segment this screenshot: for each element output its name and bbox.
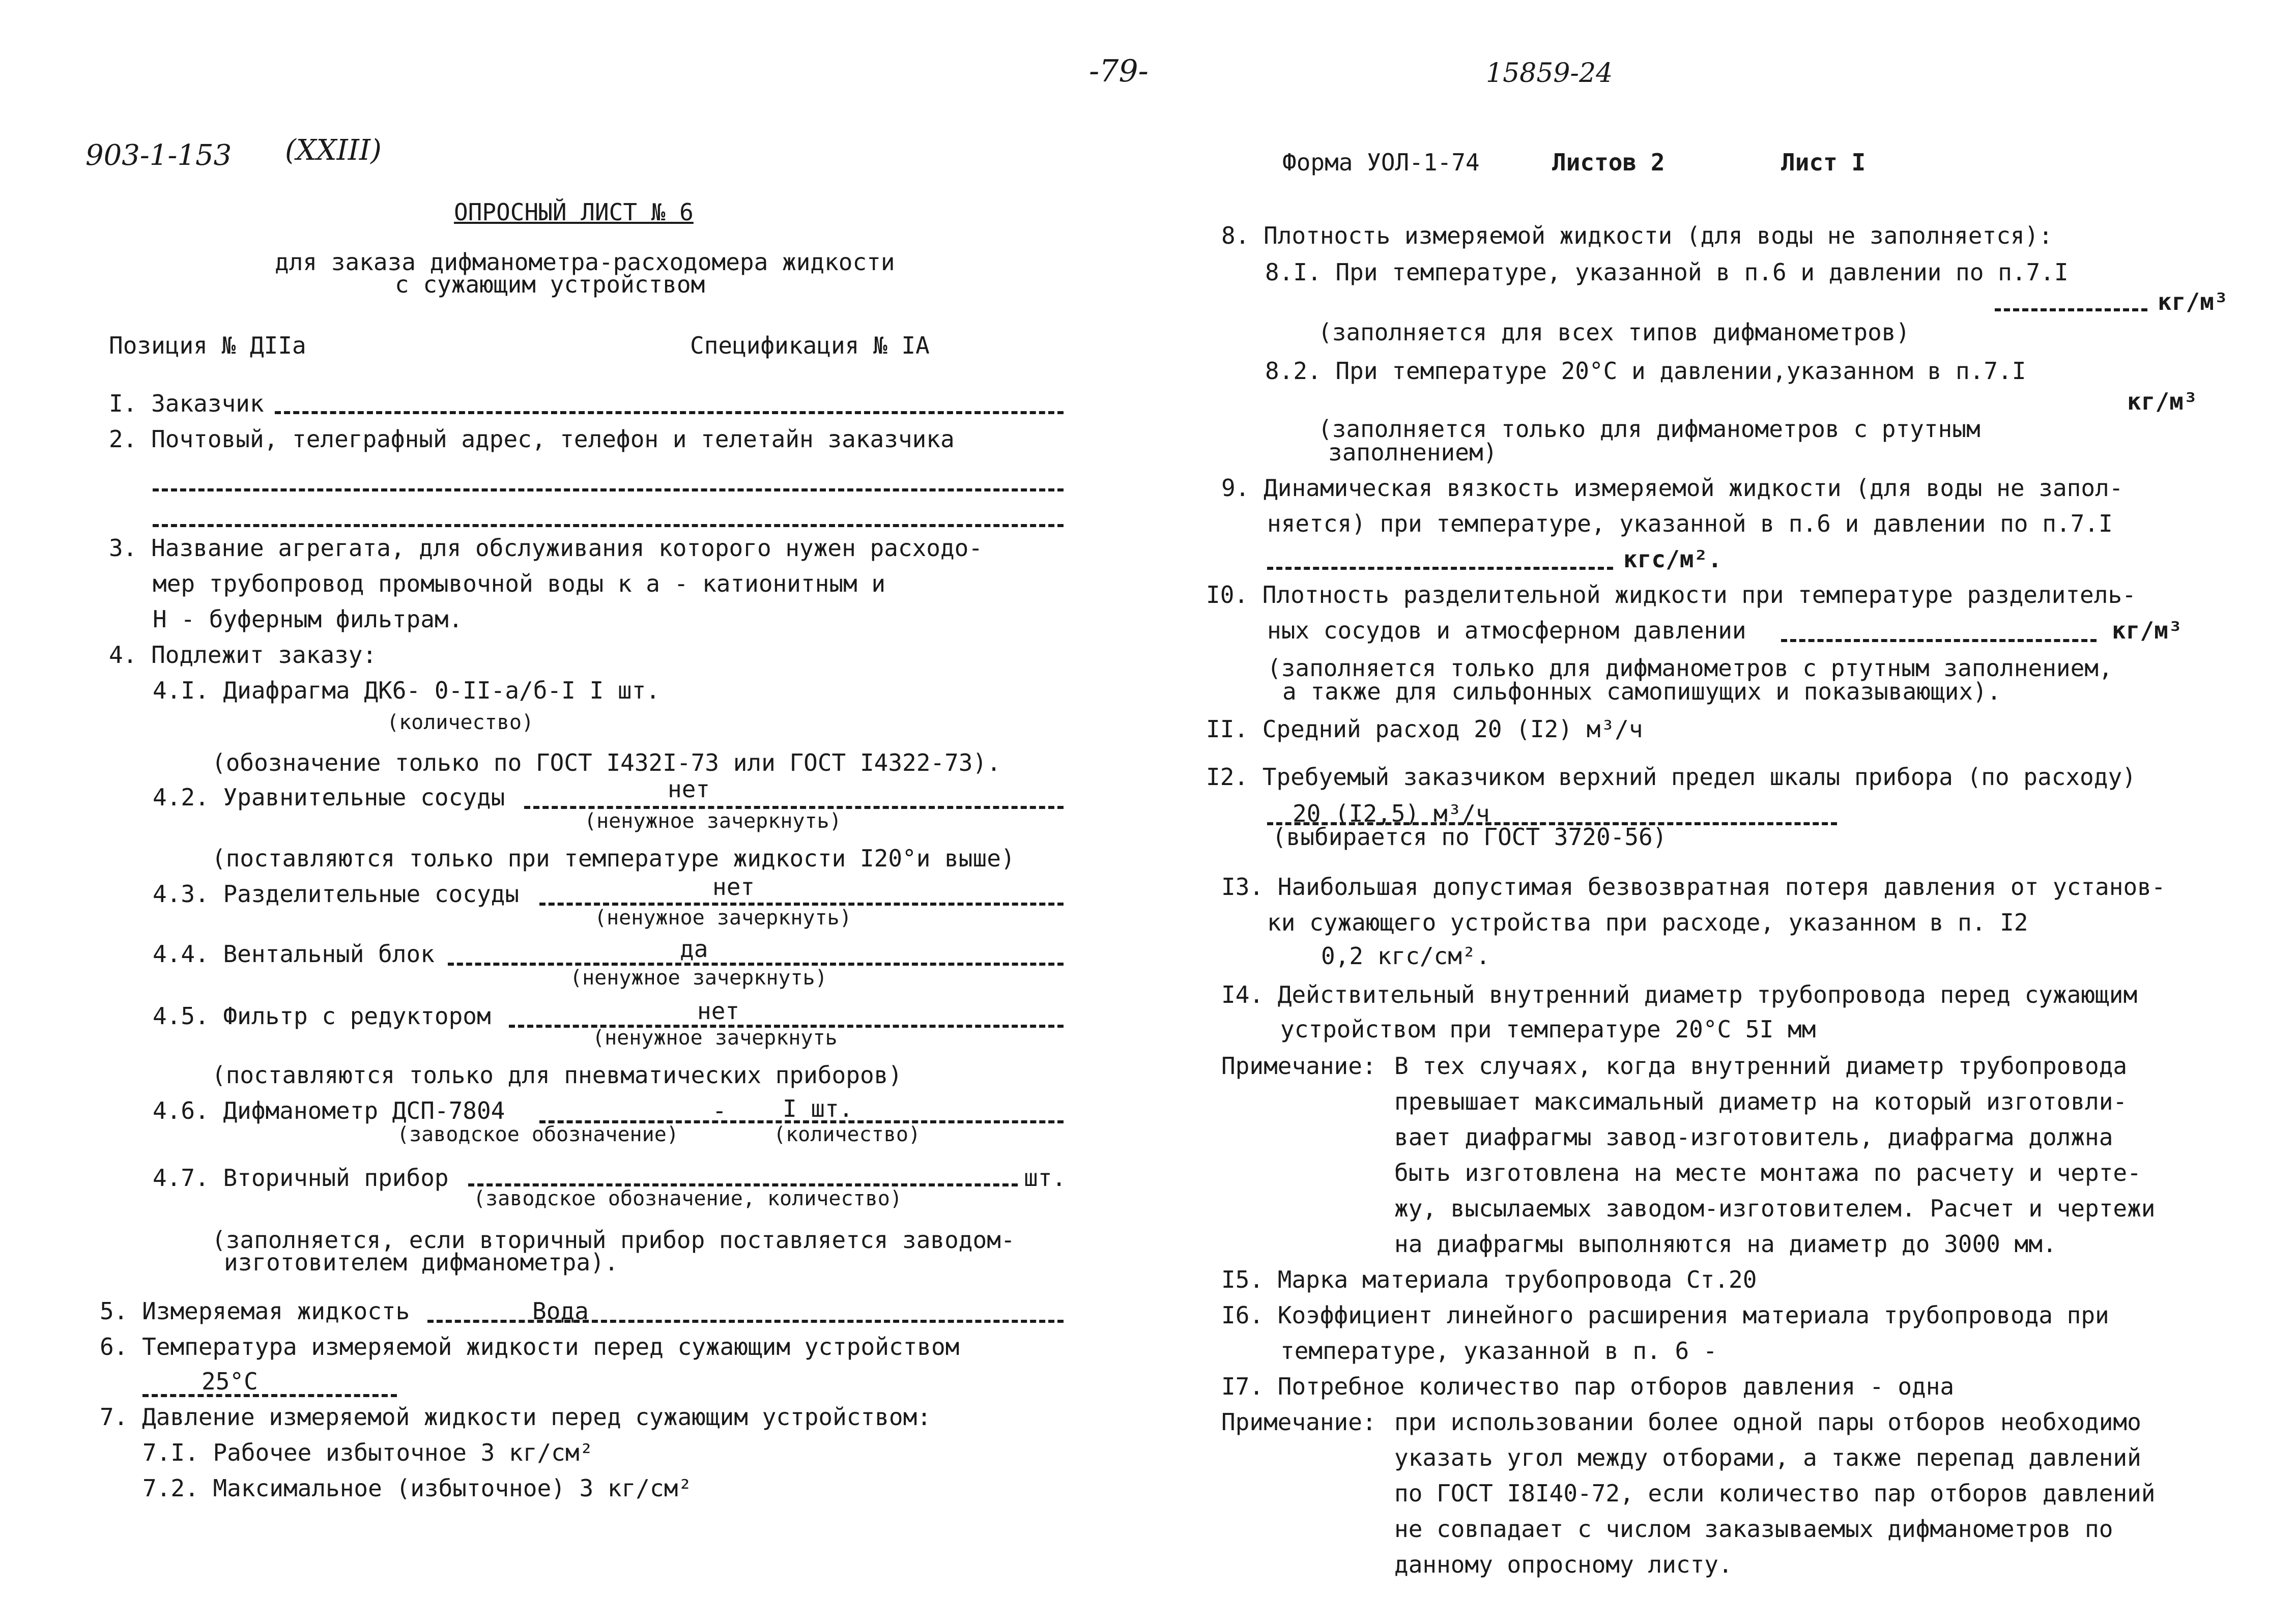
item-1-customer: I. Заказчик xyxy=(109,390,264,417)
note-2-line4: не совпадает с числом заказываемых дифманометров по xyxy=(1394,1515,2113,1543)
volume-mark: (XXIII) xyxy=(285,134,382,167)
document-code: 15859-24 xyxy=(1486,58,1613,89)
item-6-temperature: 6. Температура измеряемой жидкости перед сужающим устройством xyxy=(100,1333,960,1360)
form-number: Форма УОЛ-1-74 xyxy=(1282,149,1480,176)
item-9-unit: кгс/м². xyxy=(1623,545,1722,573)
item-4-6-note-qty: (количество) xyxy=(773,1123,921,1146)
item-5-label: 5. Измеряемая жидкость xyxy=(100,1297,410,1325)
item-14-line1: I4. Действительный внутренний диаметр трубопровода перед сужающим xyxy=(1221,981,2138,1008)
item-4-2-label: 4.2. Уравнительные сосуды xyxy=(153,784,505,811)
note-1-line2: превышает максимальный диаметр на который изготовли- xyxy=(1394,1088,2128,1115)
item-12-value: 20 (I2,5) м³/ч xyxy=(1293,800,1490,827)
note-2-label: Примечание: xyxy=(1221,1408,1376,1436)
item-12-note: (выбирается по ГОСТ 3720-56) xyxy=(1272,823,1667,851)
sheets-count: Листов 2 xyxy=(1552,149,1665,176)
item-6-fill-line xyxy=(142,1394,397,1397)
note-1-line5: жу, высылаемых заводом-изготовителем. Расчет и чертежи xyxy=(1394,1195,2156,1222)
item-4-4-value: да xyxy=(680,935,708,963)
item-2-fill-line-1 xyxy=(153,488,1064,491)
item-9-line2: няется) при температуре, указанной в п.6 и давлении по п.7.I xyxy=(1267,510,2113,537)
item-10-line1: I0. Плотность разделительной жидкости при температуре разделитель- xyxy=(1206,581,2136,608)
item-4-5-label: 4.5. Фильтр с редуктором xyxy=(153,1002,491,1030)
item-14-line2: устройством при температуре 20°C 5I мм xyxy=(1280,1016,1816,1043)
item-4-6-note-designation: (заводское обозначение) xyxy=(397,1123,679,1146)
item-2-address: 2. Почтовый, телеграфный адрес, телефон и телетайн заказчика xyxy=(109,425,955,453)
item-4-4-note: (ненужное зачеркнуть) xyxy=(570,966,827,990)
item-10-unit: кг/м³ xyxy=(2112,617,2183,644)
item-4-1-diaphragm: 4.I. Диафрагма ДК6- 0-II-а/б-I I шт. xyxy=(153,677,660,704)
note-2-line2: указать угол между отборами, а также перепад давлений xyxy=(1394,1444,2141,1471)
item-8-1-fill-line xyxy=(1995,308,2147,311)
item-9-line1: 9. Динамическая вязкость измеряемой жидкости (для воды не запол- xyxy=(1221,474,2123,502)
item-9-fill-line xyxy=(1267,567,1613,570)
sheet-number: Лист I xyxy=(1781,149,1866,176)
item-4-6-dash: - xyxy=(712,1097,727,1124)
item-11-flow: II. Средний расход 20 (I2) м³/ч xyxy=(1206,715,1643,743)
item-3-line1: 3. Название агрегата, для обслуживания которого нужен расходо- xyxy=(109,534,983,562)
item-2-fill-line-2 xyxy=(153,524,1064,527)
item-13-line1: I3. Наибольшая допустимая безвозвратная потеря давления от установ- xyxy=(1221,873,2166,901)
item-4-5-condition: (поставляются только для пневматических приборов) xyxy=(212,1061,903,1089)
item-4-7-condition-2: изготовителем дифманометра). xyxy=(224,1249,619,1276)
series-code: 903-1-153 xyxy=(85,139,232,172)
item-10-note-2: а также для сильфонных самопишущих и показывающих). xyxy=(1282,678,2001,705)
item-8-1-unit: кг/м³ xyxy=(2158,288,2228,315)
item-4-2-value: нет xyxy=(668,775,710,803)
item-13-line2: ки сужающего устройства при расходе, указанном в п. I2 xyxy=(1267,909,2028,936)
item-4-4-label: 4.4. Вентальный блок xyxy=(153,940,435,968)
item-15-material: I5. Марка материала трубопровода Ст.20 xyxy=(1221,1266,1757,1293)
item-4-2-fill-line xyxy=(524,806,1064,809)
item-4-7-fill-line xyxy=(468,1183,1018,1186)
page-number: -79- xyxy=(1089,53,1149,89)
item-7-pressure: 7. Давление измеряемой жидкости перед сужающим устройством: xyxy=(100,1403,931,1431)
note-2-line1: при использовании более одной пары отборов необходимо xyxy=(1394,1408,2141,1436)
item-7-1-working: 7.I. Рабочее избыточное 3 кг/см² xyxy=(142,1439,594,1466)
item-4-2-note: (ненужное зачеркнуть) xyxy=(584,809,842,833)
item-1-fill-line xyxy=(275,411,1064,414)
item-4-7-note: (заводское обозначение, количество) xyxy=(473,1187,902,1210)
item-5-value: Вода xyxy=(532,1297,589,1325)
item-16-line2: температуре, указанной в п. 6 - xyxy=(1280,1337,1717,1365)
item-4-3-fill-line xyxy=(539,903,1064,906)
note-1-label: Примечание: xyxy=(1221,1052,1376,1080)
item-8-2-note-2: заполнением) xyxy=(1328,439,1498,466)
form-subtitle-line1: для заказа дифманометра-расходомера жидкости xyxy=(275,248,895,276)
item-4-3-value: нет xyxy=(712,873,755,901)
note-1-line4: быть изготовлена на месте монтажа по расчету и черте- xyxy=(1394,1159,2141,1186)
item-4-7-unit: шт. xyxy=(1024,1164,1067,1192)
item-4-5-note: (ненужное зачеркнуть xyxy=(592,1026,838,1050)
item-4-7-label: 4.7. Вторичный прибор xyxy=(153,1164,449,1192)
item-17-taps: I7. Потребное количество пар отборов давления - одна xyxy=(1221,1373,1955,1400)
item-4-6-qty: I шт. xyxy=(783,1095,853,1122)
item-4-order: 4. Подлежит заказу: xyxy=(109,641,377,669)
item-16-line1: I6. Коэффициент линейного расширения материала трубопровода при xyxy=(1221,1301,2109,1329)
note-2-line5: данному опросному листу. xyxy=(1394,1551,1733,1578)
note-1-line3: вает диафрагмы завод-изготовитель, диафрагма должна xyxy=(1394,1123,2113,1151)
item-8-density: 8. Плотность измеряемой жидкости (для воды не заполняется): xyxy=(1221,222,2053,249)
item-8-2-note-1: (заполняется только для дифманометров с ртутным xyxy=(1318,415,1981,443)
item-4-1-note-qty: (количество) xyxy=(387,711,534,734)
item-4-3-note: (ненужное зачеркнуть) xyxy=(594,906,852,930)
item-13-value: 0,2 кгс/см². xyxy=(1321,942,1490,970)
item-4-1-note-gost: (обозначение только по ГОСТ I432I-73 или ГОСТ I4322-73). xyxy=(212,749,1001,776)
note-1-line6: на диафрагмы выполняются на диаметр до 3000 мм. xyxy=(1394,1230,2057,1258)
item-8-2-unit: кг/м³ xyxy=(2127,388,2198,415)
item-5-fill-line xyxy=(427,1320,1064,1323)
item-3-line2: мер трубопровод промывочной воды к а - катионитным и xyxy=(153,570,886,597)
item-4-4-fill-line xyxy=(448,963,1064,966)
item-3-line3: Н - буферным фильтрам. xyxy=(153,605,463,633)
note-1-line1: В тех случаях, когда внутренний диаметр трубопровода xyxy=(1394,1052,2128,1080)
note-2-line3: по ГОСТ I8I40-72, если количество пар отборов давлений xyxy=(1394,1480,2156,1507)
item-10-line2: ных сосудов и атмосферном давлении xyxy=(1267,617,1746,644)
form-subtitle-line2: с сужающим устройством xyxy=(395,271,705,298)
specification-field: Спецификация № IA xyxy=(690,332,930,359)
item-8-2: 8.2. При температуре 20°C и давлении,указанном в п.7.I xyxy=(1265,357,2026,385)
item-4-2-condition: (поставляются только при температуре жидкости I20°и выше) xyxy=(212,845,1015,872)
item-10-fill-line xyxy=(1781,639,2097,642)
item-4-5-value: нет xyxy=(697,997,740,1025)
position-field: Позиция № ДIIa xyxy=(109,332,306,359)
item-8-1: 8.I. При температуре, указанной в п.6 и давлении по п.7.I xyxy=(1265,258,2069,286)
form-title: ОПРОСНЫЙ ЛИСТ № 6 xyxy=(454,198,694,226)
item-8-1-note: (заполняется для всех типов дифманометров) xyxy=(1318,318,1910,346)
item-4-6-label: 4.6. Дифманометр ДСП-7804 xyxy=(153,1097,505,1124)
item-10-note-1: (заполняется только для дифманометров с ртутным заполнением, xyxy=(1267,654,2113,682)
item-12-upper-limit: I2. Требуемый заказчиком верхний предел шкалы прибора (по расходу) xyxy=(1206,763,2136,791)
item-4-3-label: 4.3. Разделительные сосуды xyxy=(153,880,520,908)
item-7-2-maximum: 7.2. Максимальное (избыточное) 3 кг/см² xyxy=(142,1474,693,1502)
item-4-7-condition-1: (заполняется, если вторичный прибор поставляется заводом- xyxy=(212,1226,1015,1254)
item-6-value: 25°C xyxy=(202,1368,258,1395)
